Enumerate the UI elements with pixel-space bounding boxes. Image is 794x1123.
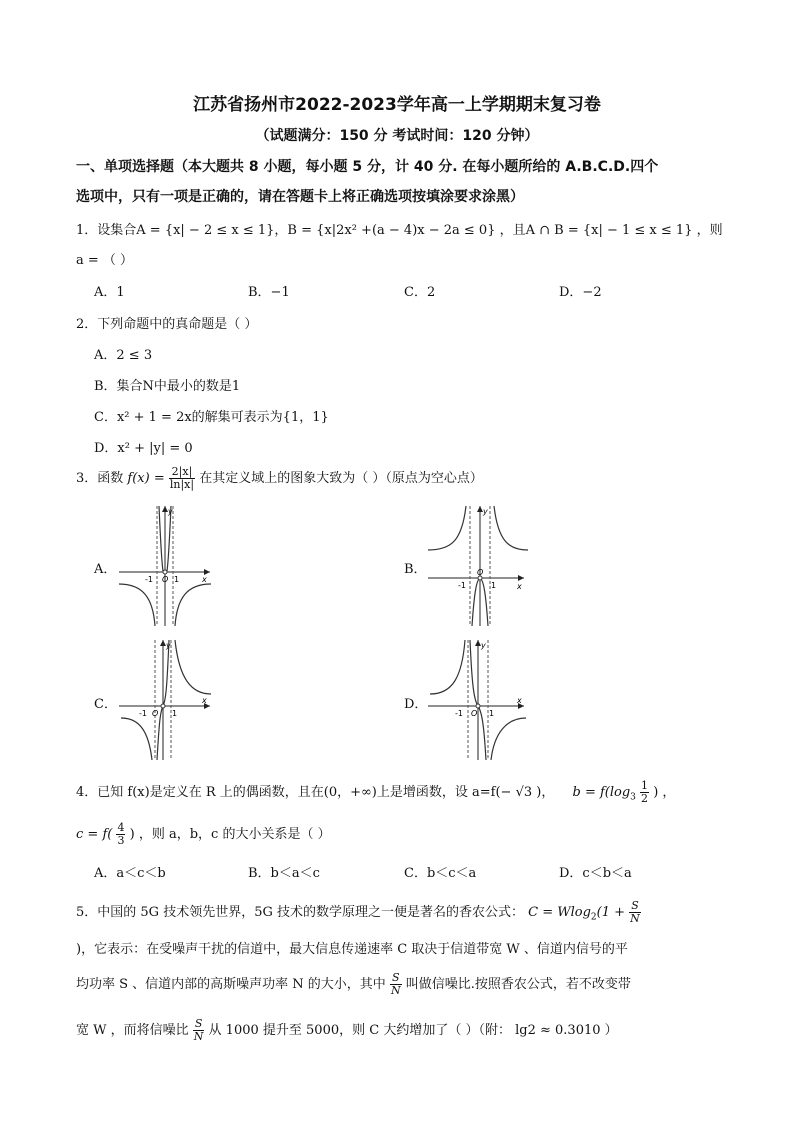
q3-graph-b-y-label: y bbox=[483, 507, 488, 516]
q3-graph-d-origin-label: O bbox=[471, 709, 478, 718]
exam-subtitle: （试题满分：150 分 考试时间：120 分钟） bbox=[255, 128, 539, 144]
q4-c-den: 3 bbox=[117, 834, 125, 847]
q5-line3-num: S bbox=[390, 972, 402, 985]
q2-stem: 2．下列命题中的真命题是（ ） bbox=[76, 317, 258, 332]
q1-stem-line2: a = （ ） bbox=[76, 253, 134, 268]
q3-graph-c-origin-label: O bbox=[152, 709, 159, 718]
q3-graph-b-origin-label: O bbox=[477, 568, 484, 577]
q4-option-a: A．a＜c＜b bbox=[94, 866, 166, 881]
q5-formula-num: S bbox=[629, 900, 641, 913]
q5-line4-b: 从 1000 提升至 5000，则 C 大约增加了（ ）（附： bbox=[208, 1023, 511, 1038]
q5-line3-b: 叫做信噪比.按照香农公式，若不改变带 bbox=[405, 977, 631, 992]
q4-stem-tail: ，则 a，b，c 的大小关系是（ ） bbox=[138, 827, 331, 842]
q4-option-b: B．b＜a＜c bbox=[248, 866, 320, 881]
q3-graph-a bbox=[115, 502, 215, 632]
q1-option-c: C．2 bbox=[404, 285, 436, 300]
q1-option-d: D．−2 bbox=[559, 285, 602, 300]
q3-graph-c bbox=[115, 636, 215, 766]
q3-func-lhs: f(x) = bbox=[127, 471, 165, 486]
q4-sqrt3: √3 bbox=[515, 785, 533, 800]
q5-stem-line4 bbox=[76, 1018, 618, 1043]
q4-b-base: 3 bbox=[630, 792, 636, 803]
q4-c-lhs: c = f( bbox=[76, 827, 113, 842]
q5-formula-den: N bbox=[630, 912, 640, 925]
q4-stem-text-b: )， bbox=[536, 785, 555, 800]
q3-graph-a-pos1-label: 1 bbox=[174, 575, 180, 584]
q5-line1-text: 5．中国的 5G 技术领先世界，5G 技术的数学原理之一便是著名的香农公式： bbox=[76, 905, 524, 920]
q5-line4-fraction bbox=[193, 1018, 205, 1043]
q3-stem bbox=[76, 466, 483, 491]
q5-stem-line2: )，它表示：在受噪声干扰的信道中，最大信息传递速率 C 取决于信道带宽 W 、信道内信号的平 bbox=[76, 942, 628, 957]
q5-stem-line3 bbox=[76, 972, 631, 997]
q3-graph-d bbox=[424, 636, 530, 766]
q5-formula-lhs: C = Wlog bbox=[528, 905, 591, 920]
q4-option-c: C．b＜c＜a bbox=[404, 866, 477, 881]
q3-suffix: 在其定义域上的图象大致为（ ）（原点为空心点） bbox=[199, 471, 483, 486]
q1-option-a: A．1 bbox=[94, 285, 125, 300]
q5-formula-base: 2 bbox=[590, 912, 597, 923]
q4-b-den: 2 bbox=[641, 792, 649, 805]
q4-c-fraction bbox=[116, 822, 125, 847]
q3-graph-a-x-label: x bbox=[202, 575, 207, 584]
q5-line4-c: lg2 ≈ 0.3010 bbox=[515, 1023, 601, 1038]
q4-b-num: 1 bbox=[641, 779, 649, 792]
q4-b-fraction bbox=[640, 780, 649, 805]
q3-graph-c-y-label: y bbox=[166, 641, 171, 650]
q2-option-c: C．x² + 1 = 2x的解集可表示为{1，1} bbox=[94, 410, 329, 425]
q4-c-num: 4 bbox=[117, 821, 125, 834]
q3-graph-d-x-label: x bbox=[517, 696, 522, 705]
q3-graph-d-pos1-label: 1 bbox=[489, 709, 495, 718]
q3-graph-c-x-label: x bbox=[202, 696, 207, 705]
q5-formula-fraction bbox=[629, 900, 641, 925]
q1-stem-line1: 1．设集合A = {x| − 2 ≤ x ≤ 1}，B = {x|2x² +(a − 4)x − 2a ≤ 0} ，且A ∩ B = {x| − 1 ≤ x ≤ 1} ，则 bbox=[76, 223, 723, 238]
q1-option-b: B．−1 bbox=[248, 285, 290, 300]
q5-formula-mid: (1 + bbox=[596, 905, 626, 920]
q5-line4-d: ） bbox=[604, 1023, 618, 1038]
q5-line3-a: 均功率 S 、信道内部的高斯噪声功率 N 的大小，其中 bbox=[76, 977, 386, 992]
q3-graph-b-neg1-label: -1 bbox=[458, 581, 466, 590]
q2-option-b: B．集合N中最小的数是1 bbox=[94, 379, 241, 394]
q3-graph-c-pos1-label: 1 bbox=[172, 709, 178, 718]
q5-line3-fraction bbox=[390, 972, 402, 997]
q3-func-den: ln|x| bbox=[169, 478, 195, 491]
q3-func-num: 2|x| bbox=[169, 466, 195, 479]
q4-b-rhs: ) ， bbox=[653, 785, 676, 800]
q4-stem-line2 bbox=[76, 822, 331, 847]
q3-graph-a-neg1-label: -1 bbox=[145, 575, 153, 584]
q3-graph-d-y-label: y bbox=[481, 641, 486, 650]
exam-title: 江苏省扬州市2022-2023学年高一上学期期末复习卷 bbox=[193, 95, 601, 115]
q5-line4-num: S bbox=[193, 1018, 205, 1031]
q3-graph-a-y-label: y bbox=[168, 507, 173, 516]
q3-prefix: 3．函数 bbox=[76, 471, 124, 486]
q2-option-d: D．x² + |y| = 0 bbox=[94, 441, 193, 456]
q3-option-d-label: D． bbox=[404, 697, 428, 712]
q3-option-b-label: B． bbox=[404, 562, 427, 577]
section-heading-line1: 一、单项选择题（本大题共 8 小题，每小题 5 分，计 40 分. 在每小题所给的 A.B.C.D.四个 bbox=[76, 159, 659, 175]
section-heading-line2: 选项中，只有一项是正确的，请在答题卡上将正确选项按填涂要求涂黑） bbox=[76, 189, 524, 205]
q2-option-a: A．2 ≤ 3 bbox=[94, 348, 153, 363]
q3-graph-a-origin-label: O bbox=[162, 575, 169, 584]
q3-graph-b-x-label: x bbox=[517, 582, 522, 591]
q3-graph-b-pos1-label: 1 bbox=[491, 581, 497, 590]
q4-c-rhs: ) bbox=[129, 827, 135, 842]
q5-line3-den: N bbox=[390, 984, 401, 997]
q4-b-lhs: b = f(log bbox=[572, 785, 631, 800]
q3-graph-d-neg1-label: -1 bbox=[455, 709, 463, 718]
q5-line4-a: 宽 W ，而将信噪比 bbox=[76, 1023, 189, 1038]
q3-option-c-label: C． bbox=[94, 697, 117, 712]
q5-stem-line1 bbox=[76, 900, 641, 925]
q5-line4-den: N bbox=[193, 1030, 204, 1043]
q3-graph-c-neg1-label: -1 bbox=[139, 709, 147, 718]
q3-graph-b bbox=[424, 502, 530, 632]
q4-stem-text: 4．已知 f(x)是定义在 R 上的偶函数，且在(0，+∞)上是增函数，设 a=f(− bbox=[76, 785, 512, 800]
q3-option-a-label: A． bbox=[94, 562, 117, 577]
q4-stem-line1 bbox=[76, 780, 675, 805]
q4-option-d: D．c＜b＜a bbox=[559, 866, 632, 881]
q3-func-fraction bbox=[169, 466, 195, 491]
